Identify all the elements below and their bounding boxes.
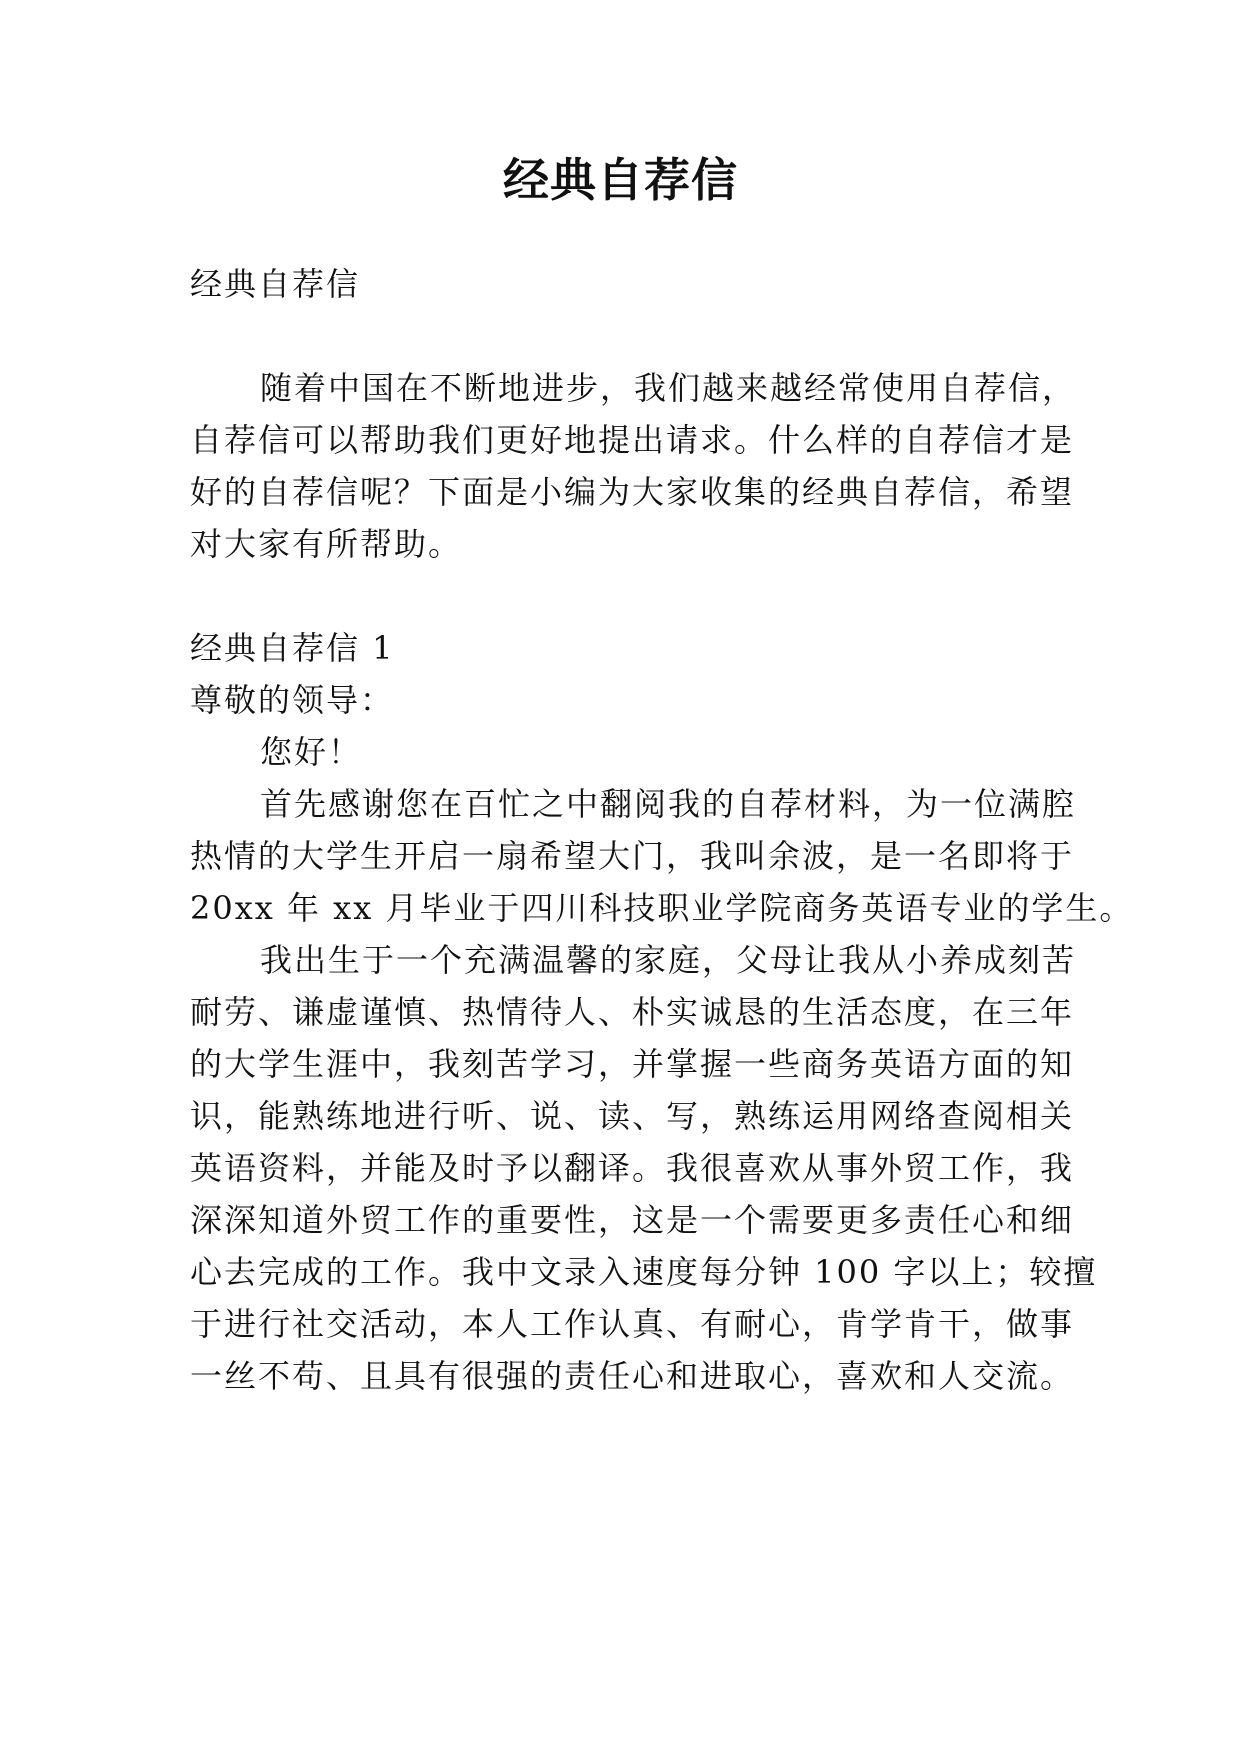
- intro-line: 好的自荐信呢？下面是小编为大家收集的经典自荐信，希望: [190, 473, 1075, 511]
- intro-line: 对大家有所帮助。: [190, 525, 463, 563]
- greeting: 您好！: [260, 733, 363, 771]
- section-heading: 经典自荐信 1: [190, 629, 395, 667]
- paragraph-line: 于进行社交活动，本人工作认真、有耐心，肯学肯干，做事: [190, 1305, 1075, 1343]
- salutation: 尊敬的领导：: [190, 681, 395, 719]
- paragraph-line: 一丝不苟、且具有很强的责任心和进取心，喜欢和人交流。: [190, 1357, 1075, 1395]
- paragraph-line: 耐劳、谦虚谨慎、热情待人、朴实诚恳的生活态度，在三年: [190, 993, 1075, 1031]
- paragraph-line: 的大学生涯中，我刻苦学习，并掌握一些商务英语方面的知: [190, 1045, 1075, 1083]
- intro-line: 自荐信可以帮助我们更好地提出请求。什么样的自荐信才是: [190, 421, 1075, 459]
- paragraph-line: 英语资料，并能及时予以翻译。我很喜欢从事外贸工作，我: [190, 1149, 1075, 1187]
- document-subtitle: 经典自荐信: [190, 265, 361, 303]
- paragraph-line: 深深知道外贸工作的重要性，这是一个需要更多责任心和细: [190, 1201, 1075, 1239]
- paragraph-line: 热情的大学生开启一扇希望大门，我叫余波，是一名即将于: [190, 837, 1075, 875]
- paragraph-line: 首先感谢您在百忙之中翻阅我的自荐材料，为一位满腔: [260, 785, 1077, 823]
- paragraph-line: 心去完成的工作。我中文录入速度每分钟 100 字以上；较擅: [190, 1253, 1098, 1291]
- paragraph-line: 20xx 年 xx 月毕业于四川科技职业学院商务英语专业的学生。: [190, 889, 1134, 927]
- paragraph-line: 识，能熟练地进行听、说、读、写，熟练运用网络查阅相关: [190, 1097, 1075, 1135]
- document-title: 经典自荐信: [503, 153, 738, 207]
- intro-line: 随着中国在不断地进步，我们越来越经常使用自荐信，: [260, 369, 1077, 407]
- paragraph-line: 我出生于一个充满温馨的家庭，父母让我从小养成刻苦: [260, 941, 1077, 979]
